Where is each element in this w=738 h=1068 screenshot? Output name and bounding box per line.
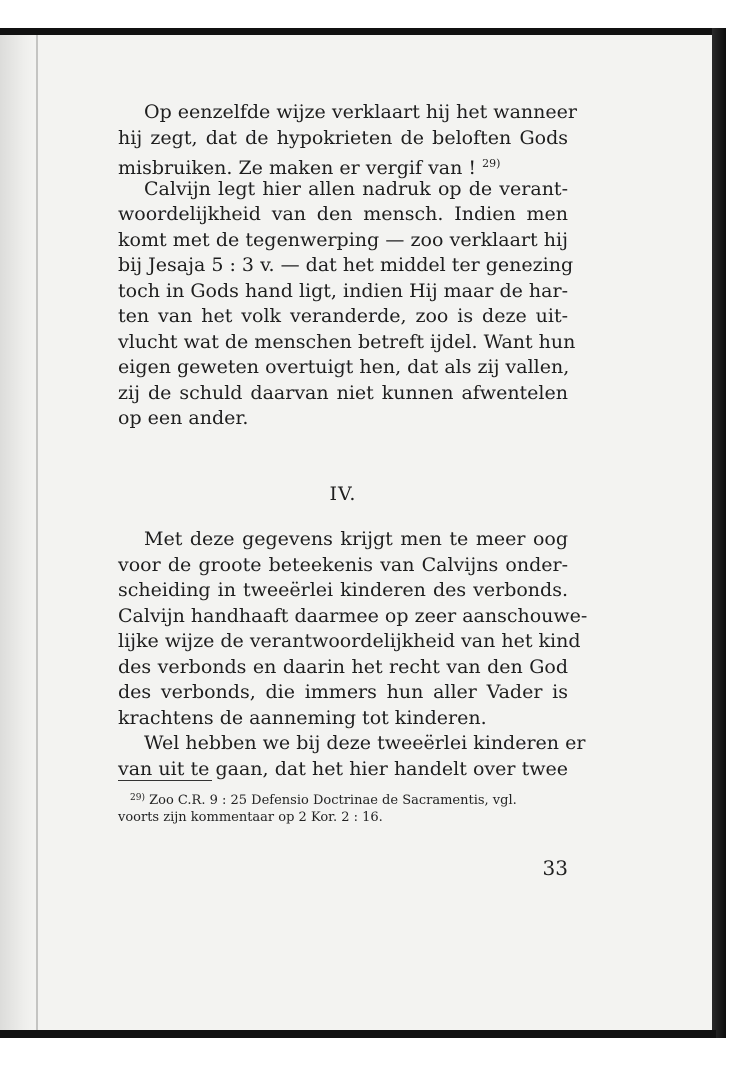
text-line: des verbonds, die immers hun aller Vader is bbox=[118, 681, 568, 703]
text-line: krachtens de aanneming tot kinderen. bbox=[118, 706, 487, 729]
text-line: des verbonds en daarin het recht van den God bbox=[118, 655, 568, 678]
footnote-line bbox=[118, 790, 568, 809]
text-line: eigen geweten overtuigt hen, dat als zij vallen, bbox=[118, 356, 570, 378]
text-line: Calvijn handhaaft daarmee op zeer aanschouwe- bbox=[118, 604, 588, 627]
text-line: Op eenzelfde wijze verklaart hij het wanneer bbox=[144, 101, 577, 123]
footnote bbox=[118, 790, 568, 826]
text-line: bij Jesaja 5 : 3 v. — dat het middel ter genezing bbox=[118, 254, 574, 276]
text-line: Wel hebben we bij deze tweeërlei kinderen er bbox=[144, 732, 586, 754]
text-line: Met deze gegevens krijgt men te meer oog bbox=[144, 528, 568, 550]
page-gutter bbox=[0, 35, 34, 1030]
footnote-mark: 29) bbox=[130, 793, 145, 803]
text-line: voor de groote beteekenis van Calvijns onder- bbox=[118, 553, 568, 576]
text-line: Calvijn legt hier allen nadruk op de verant- bbox=[144, 177, 568, 200]
text-line: vlucht wat de menschen betreft ijdel. Want hun bbox=[118, 330, 576, 353]
footnote-rule bbox=[118, 780, 212, 781]
page-number: 33 bbox=[542, 856, 568, 880]
section-heading: IV. bbox=[329, 483, 357, 505]
text-line: woordelijkheid van den mensch. Indien men bbox=[118, 203, 568, 225]
text-line: misbruiken. Ze maken er vergif van ! bbox=[118, 157, 477, 179]
scan-right-edge bbox=[712, 28, 726, 1038]
text-line: ten van het volk veranderde, zoo is deze uit- bbox=[118, 305, 568, 327]
body-text-lower bbox=[118, 527, 588, 782]
scan-bottom-edge bbox=[0, 1030, 716, 1038]
text-line: zij de schuld daarvan niet kunnen afwentelen bbox=[118, 381, 568, 404]
text-line: komt met de tegenwerping — zoo verklaart hij bbox=[118, 228, 568, 251]
text-line: op een ander. bbox=[118, 407, 249, 429]
text-line: van uit te gaan, dat het hier handelt over twee bbox=[118, 757, 568, 780]
footnote-reference: 29) bbox=[482, 157, 501, 170]
footnote-line: voorts zijn kommentaar op 2 Kor. 2 : 16. bbox=[118, 810, 383, 825]
gutter-fold-line bbox=[36, 35, 38, 1030]
text-line: hij zegt, dat de hypokrieten de beloften Gods bbox=[118, 126, 568, 149]
text-line: scheiding in tweeërlei kinderen des verbonds. bbox=[118, 579, 568, 601]
text-line-with-footnote bbox=[118, 151, 568, 177]
scan-top-edge bbox=[0, 28, 724, 35]
text-line: toch in Gods hand ligt, indien Hij maar de har- bbox=[118, 279, 568, 302]
footnote-text: Zoo C.R. 9 : 25 Defensio Doctrinae de Sacramentis, vgl. bbox=[149, 793, 517, 808]
text-line: lijke wijze de verantwoordelijkheid van het kind bbox=[118, 630, 581, 652]
body-text-upper bbox=[118, 100, 577, 432]
